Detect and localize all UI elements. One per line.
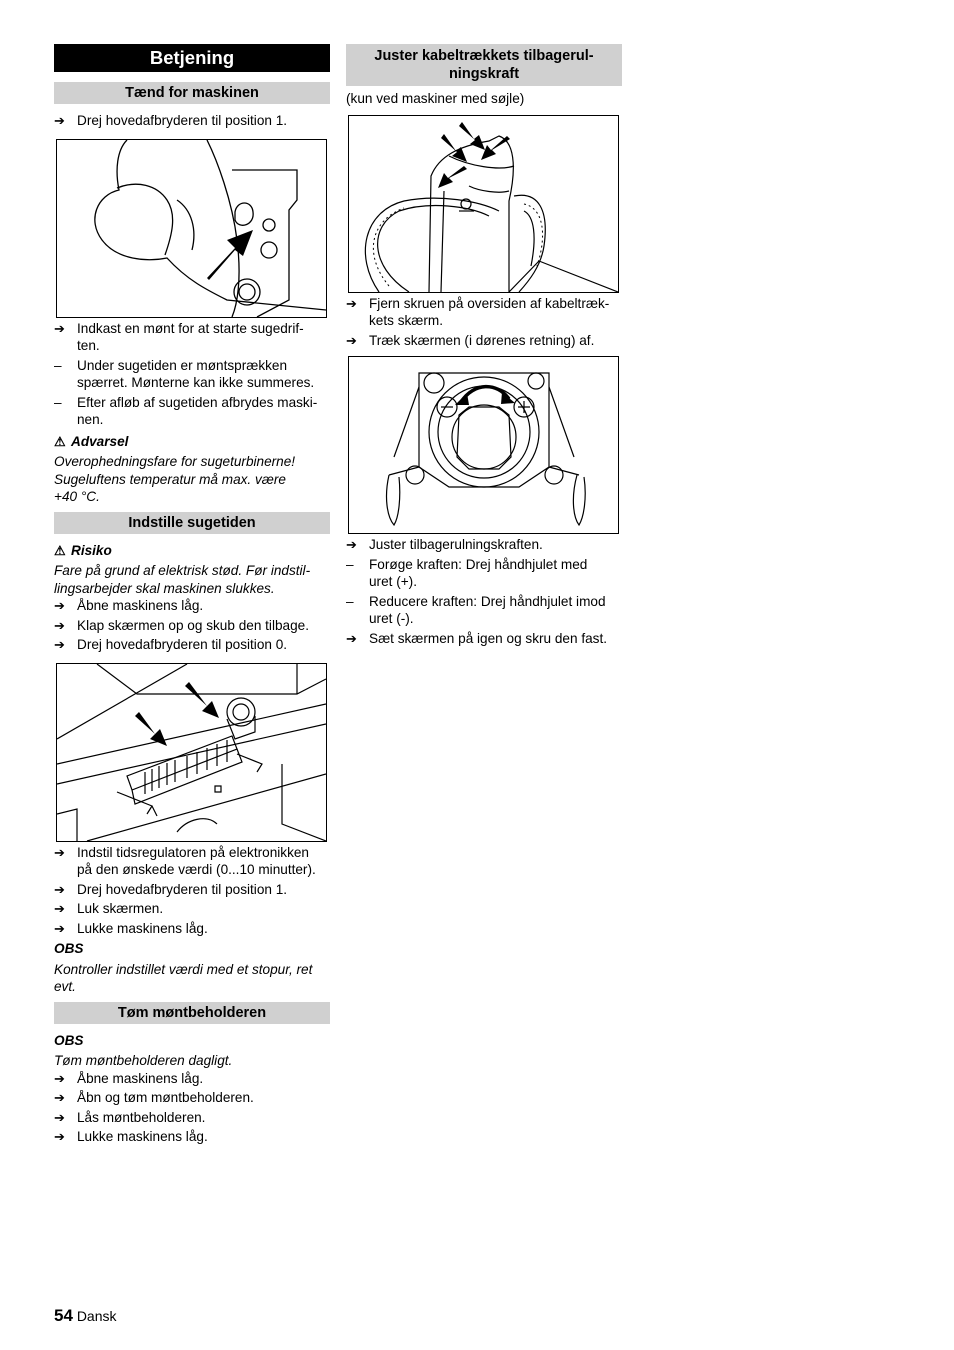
warning-label: ⚠ Advarsel [54, 433, 129, 449]
figure-timer-module [56, 663, 327, 842]
left-column [54, 44, 330, 1146]
obs-text: Tøm møntbeholderen dagligt. [54, 1053, 233, 1068]
step-item: ➔ Indstil tidsregulatoren på elektronikken på den ønskede værdi (0...10 minutter). [54, 844, 316, 877]
arrow-icon: ➔ [346, 295, 357, 311]
dash-item: – Efter afløb af sugetiden afbrydes maski- nen. [54, 394, 318, 427]
figure-hand-wheel [348, 356, 619, 534]
warning-triangle-icon: ⚠ [54, 433, 66, 449]
arrow-icon: ➔ [54, 1129, 65, 1144]
right-column [346, 44, 622, 647]
step-item: ➔ Klap skærmen op og skub den tilbage. [54, 617, 309, 633]
step-item: ➔ Lukke maskinens låg. [54, 920, 208, 936]
arrow-icon: ➔ [54, 1090, 65, 1105]
section-heading-suction-time: Indstille sugetiden [54, 512, 330, 534]
arrow-icon: ➔ [54, 598, 65, 613]
step-item: ➔ Åbne maskinens låg. [54, 598, 204, 613]
figure-cable-reel-cover [348, 115, 619, 293]
page-number: 54 [54, 1306, 73, 1325]
chapter-title: Betjening [54, 44, 330, 72]
section-heading-coin-box: Tøm møntbeholderen [54, 1002, 330, 1024]
warning-triangle-icon: ⚠ [54, 542, 66, 558]
footer-language: Dansk [76, 1308, 117, 1324]
obs-label: OBS [54, 1032, 84, 1048]
section-heading-cable-reel: Juster kabeltrækkets tilbagerul- ningskraft [346, 44, 622, 86]
arrow-icon: ➔ [54, 1109, 65, 1125]
arrow-icon: ➔ [346, 630, 357, 646]
arrow-icon: ➔ [54, 113, 65, 128]
obs-text: Kontroller indstillet værdi med et stopur, ret evt. [54, 961, 313, 994]
dash-marker: – [54, 394, 62, 410]
arrow-icon: ➔ [346, 537, 357, 552]
step-item: ➔ Sæt skærmen på igen og skru den fast. [346, 630, 608, 646]
step-item: ➔ Åbne maskinens låg. [54, 1070, 204, 1086]
figure-coin-slot [56, 139, 327, 318]
risk-text: Fare på grund af elektrisk stød. Før indstil- lingsarbejder skal maskinen slukkes. [54, 563, 311, 596]
step-item: ➔ Indkast en mønt for at starte sugedrif- ten. [54, 320, 304, 353]
dash-marker: – [54, 357, 62, 373]
arrow-icon: ➔ [54, 844, 65, 860]
step-item: ➔ Drej hovedafbryderen til position 1. [54, 881, 288, 897]
step-item: ➔ Drej hovedafbryderen til position 1. [54, 113, 288, 128]
arrow-icon: ➔ [346, 332, 357, 348]
dash-item: – Forøge kraften: Drej håndhjulet med uret (+). [346, 556, 588, 589]
dash-item: – Under sugetiden er møntsprækken spærret. Mønterne kan ikke summeres. [54, 357, 315, 390]
warning-text: Overophedningsfare for sugeturbinerne! Sugeluftens temperatur må max. være +40 °C. [54, 454, 296, 504]
section-heading-power-on: Tænd for maskinen [54, 82, 330, 104]
dash-marker: – [346, 556, 354, 572]
page-footer [54, 1306, 117, 1326]
arrow-icon: ➔ [54, 901, 65, 916]
arrow-icon: ➔ [54, 617, 65, 633]
arrow-icon: ➔ [54, 637, 65, 652]
step-item: ➔ Åbn og tøm møntbeholderen. [54, 1090, 254, 1105]
arrow-icon: ➔ [54, 881, 65, 897]
arrow-icon: ➔ [54, 920, 65, 936]
risk-label: ⚠ Risiko [54, 542, 112, 558]
arrow-icon: ➔ [54, 1070, 65, 1086]
dash-marker: – [346, 593, 354, 609]
step-item: ➔ Juster tilbagerulningskraften. [346, 537, 543, 552]
step-item: ➔ Lås møntbeholderen. [54, 1109, 206, 1125]
dash-item: – Reducere kraften: Drej håndhjulet imod uret (-). [346, 593, 606, 626]
step-item: ➔ Drej hovedafbryderen til position 0. [54, 637, 288, 652]
arrow-icon: ➔ [54, 320, 65, 336]
step-item: ➔ Træk skærmen (i dørenes retning) af. [346, 332, 595, 348]
step-item: ➔ Fjern skruen på oversiden af kabeltræk- kets skærm. [346, 295, 610, 328]
step-item: ➔ Lukke maskinens låg. [54, 1129, 208, 1144]
applicability-note: (kun ved maskiner med søjle) [346, 91, 525, 106]
obs-label: OBS [54, 941, 84, 956]
step-item: ➔ Luk skærmen. [54, 901, 164, 916]
